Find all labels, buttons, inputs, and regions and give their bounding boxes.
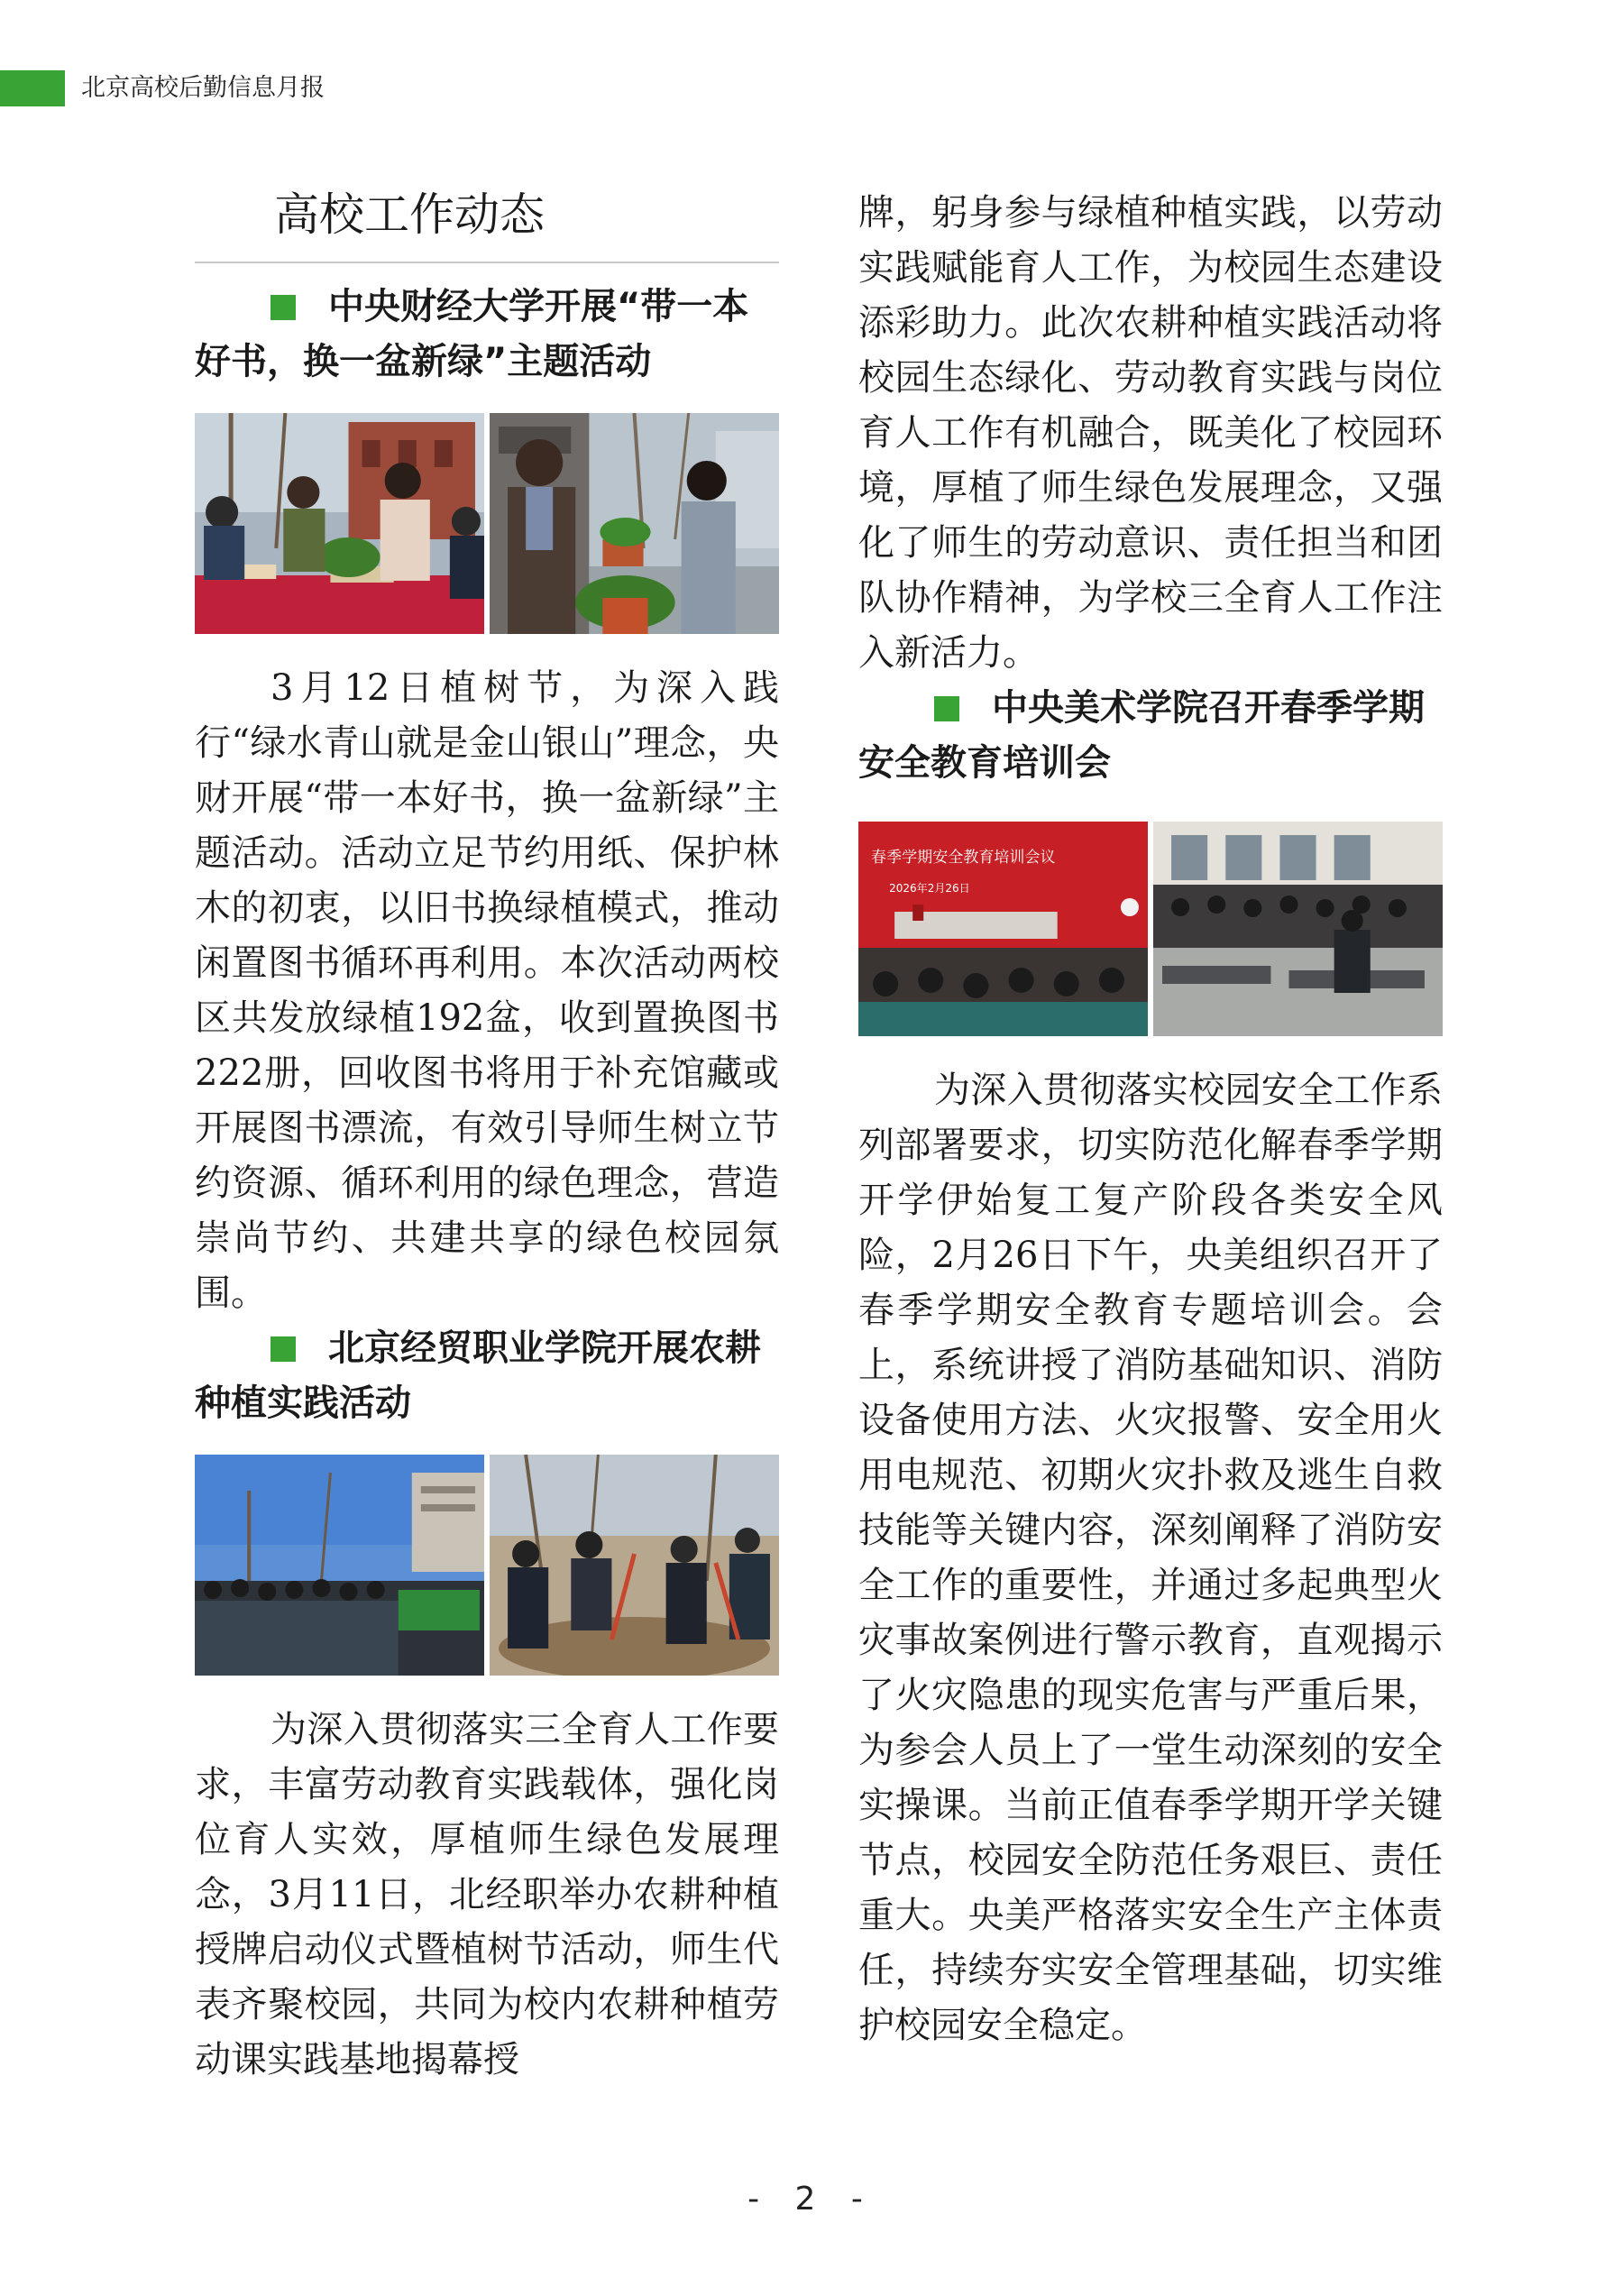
left-column bbox=[195, 180, 779, 2088]
article-heading-text: 中央美术学院召开春季学期安全教育培训会 bbox=[858, 687, 1425, 784]
banner-date: 2026年2月26日 bbox=[889, 882, 970, 895]
section-title: 高校工作动态 bbox=[274, 188, 545, 241]
photo-pair-cafa bbox=[858, 822, 1443, 1036]
article-heading-text: 中央财经大学开展“带一本好书，换一盆新绿”主题活动 bbox=[195, 286, 749, 382]
photo-training-audience bbox=[1153, 822, 1443, 1036]
page-number: - 2 - bbox=[747, 2181, 876, 2218]
section-divider bbox=[195, 262, 779, 263]
photo-book-exchange-table bbox=[195, 413, 484, 634]
green-square-bullet-icon bbox=[270, 1336, 296, 1362]
article-body-bjvet-part1: 为深入贯彻落实三全育人工作要求，丰富劳动教育实践载体，强化岗位育人实效，厚植师生绿色发展理念，3月11日，北经职举办农耕种植授牌启动仪式暨植树节活动，师生代表齐聚校园，共同为校内农耕种植劳动课实践基地揭幕授 bbox=[195, 1709, 779, 2080]
article-heading-cafa bbox=[858, 681, 1443, 791]
photo-training-banner bbox=[858, 822, 1148, 1036]
photo-plant-handover bbox=[490, 413, 779, 634]
photo-pair-cufe bbox=[195, 413, 779, 634]
right-column bbox=[858, 186, 1443, 2053]
publication-title: 北京高校后勤信息月报 bbox=[81, 74, 325, 102]
article-body-cafa: 为深入贯彻落实校园安全工作系列部署要求，切实防范化解春季学期开学伊始复工复产阶段各类安全风险，2月26日下午，央美组织召开了春季学期安全教育专题培训会。会上，系统讲授了消防基础知识、消防设备使用方法、火灾报警、安全用火用电规范、初期火灾扑救及逃生自救技能等关键内容，深刻阐释了消防安全工作的重要性，并通过多起典型火灾事故案例进行警示教育，直观揭示了火灾隐患的现实危害与严重后果，为参会人员上了一堂生动深刻的安全实操课。当前正值春季学期开学关键节点，校园安全防范任务艰巨、责任重大。央美严格落实安全生产主体责任，持续夯实安全管理基础，切实维护校园安全稳定。 bbox=[858, 1070, 1443, 2046]
article-body-cufe: 3月12日植树节，为深入践行“绿水青山就是金山银山”理念，央财开展“带一本好书，换一盆新绿”主题活动。活动立足节约用纸、保护林木的初衷，以旧书换绿植模式，推动闲置图书循环再利用。本次活动两校区共发放绿植192盆，收到置换图书222册，回收图书将用于补充馆藏或开展图书漂流，有效引导师生树立节约资源、循环利用的绿色理念，营造崇尚节约、共建共享的绿色校园氛围。 bbox=[195, 667, 779, 1314]
banner-title: 春季学期安全教育培训会议 bbox=[871, 849, 1056, 867]
header-accent-bar bbox=[0, 70, 65, 106]
article-heading-bjvet bbox=[195, 1321, 779, 1431]
photo-tree-planting bbox=[490, 1455, 779, 1676]
article-heading-text: 北京经贸职业学院开展农耕种植实践活动 bbox=[195, 1327, 761, 1424]
photo-unveiling-ceremony bbox=[195, 1455, 484, 1676]
green-square-bullet-icon bbox=[934, 696, 959, 721]
green-square-bullet-icon bbox=[270, 295, 296, 320]
article-heading-cufe bbox=[195, 280, 779, 390]
article-body-bjvet-part2: 牌，躬身参与绿植种植实践，以劳动实践赋能育人工作，为校园生态建设添彩助力。此次农耕种植实践活动将校园生态绿化、劳动教育实践与岗位育人工作有机融合，既美化了校园环境，厚植了师生绿色发展理念，又强化了师生的劳动意识、责任担当和团队协作精神，为学校三全育人工作注入新活力。 bbox=[858, 192, 1443, 674]
photo-pair-bjvet bbox=[195, 1455, 779, 1676]
